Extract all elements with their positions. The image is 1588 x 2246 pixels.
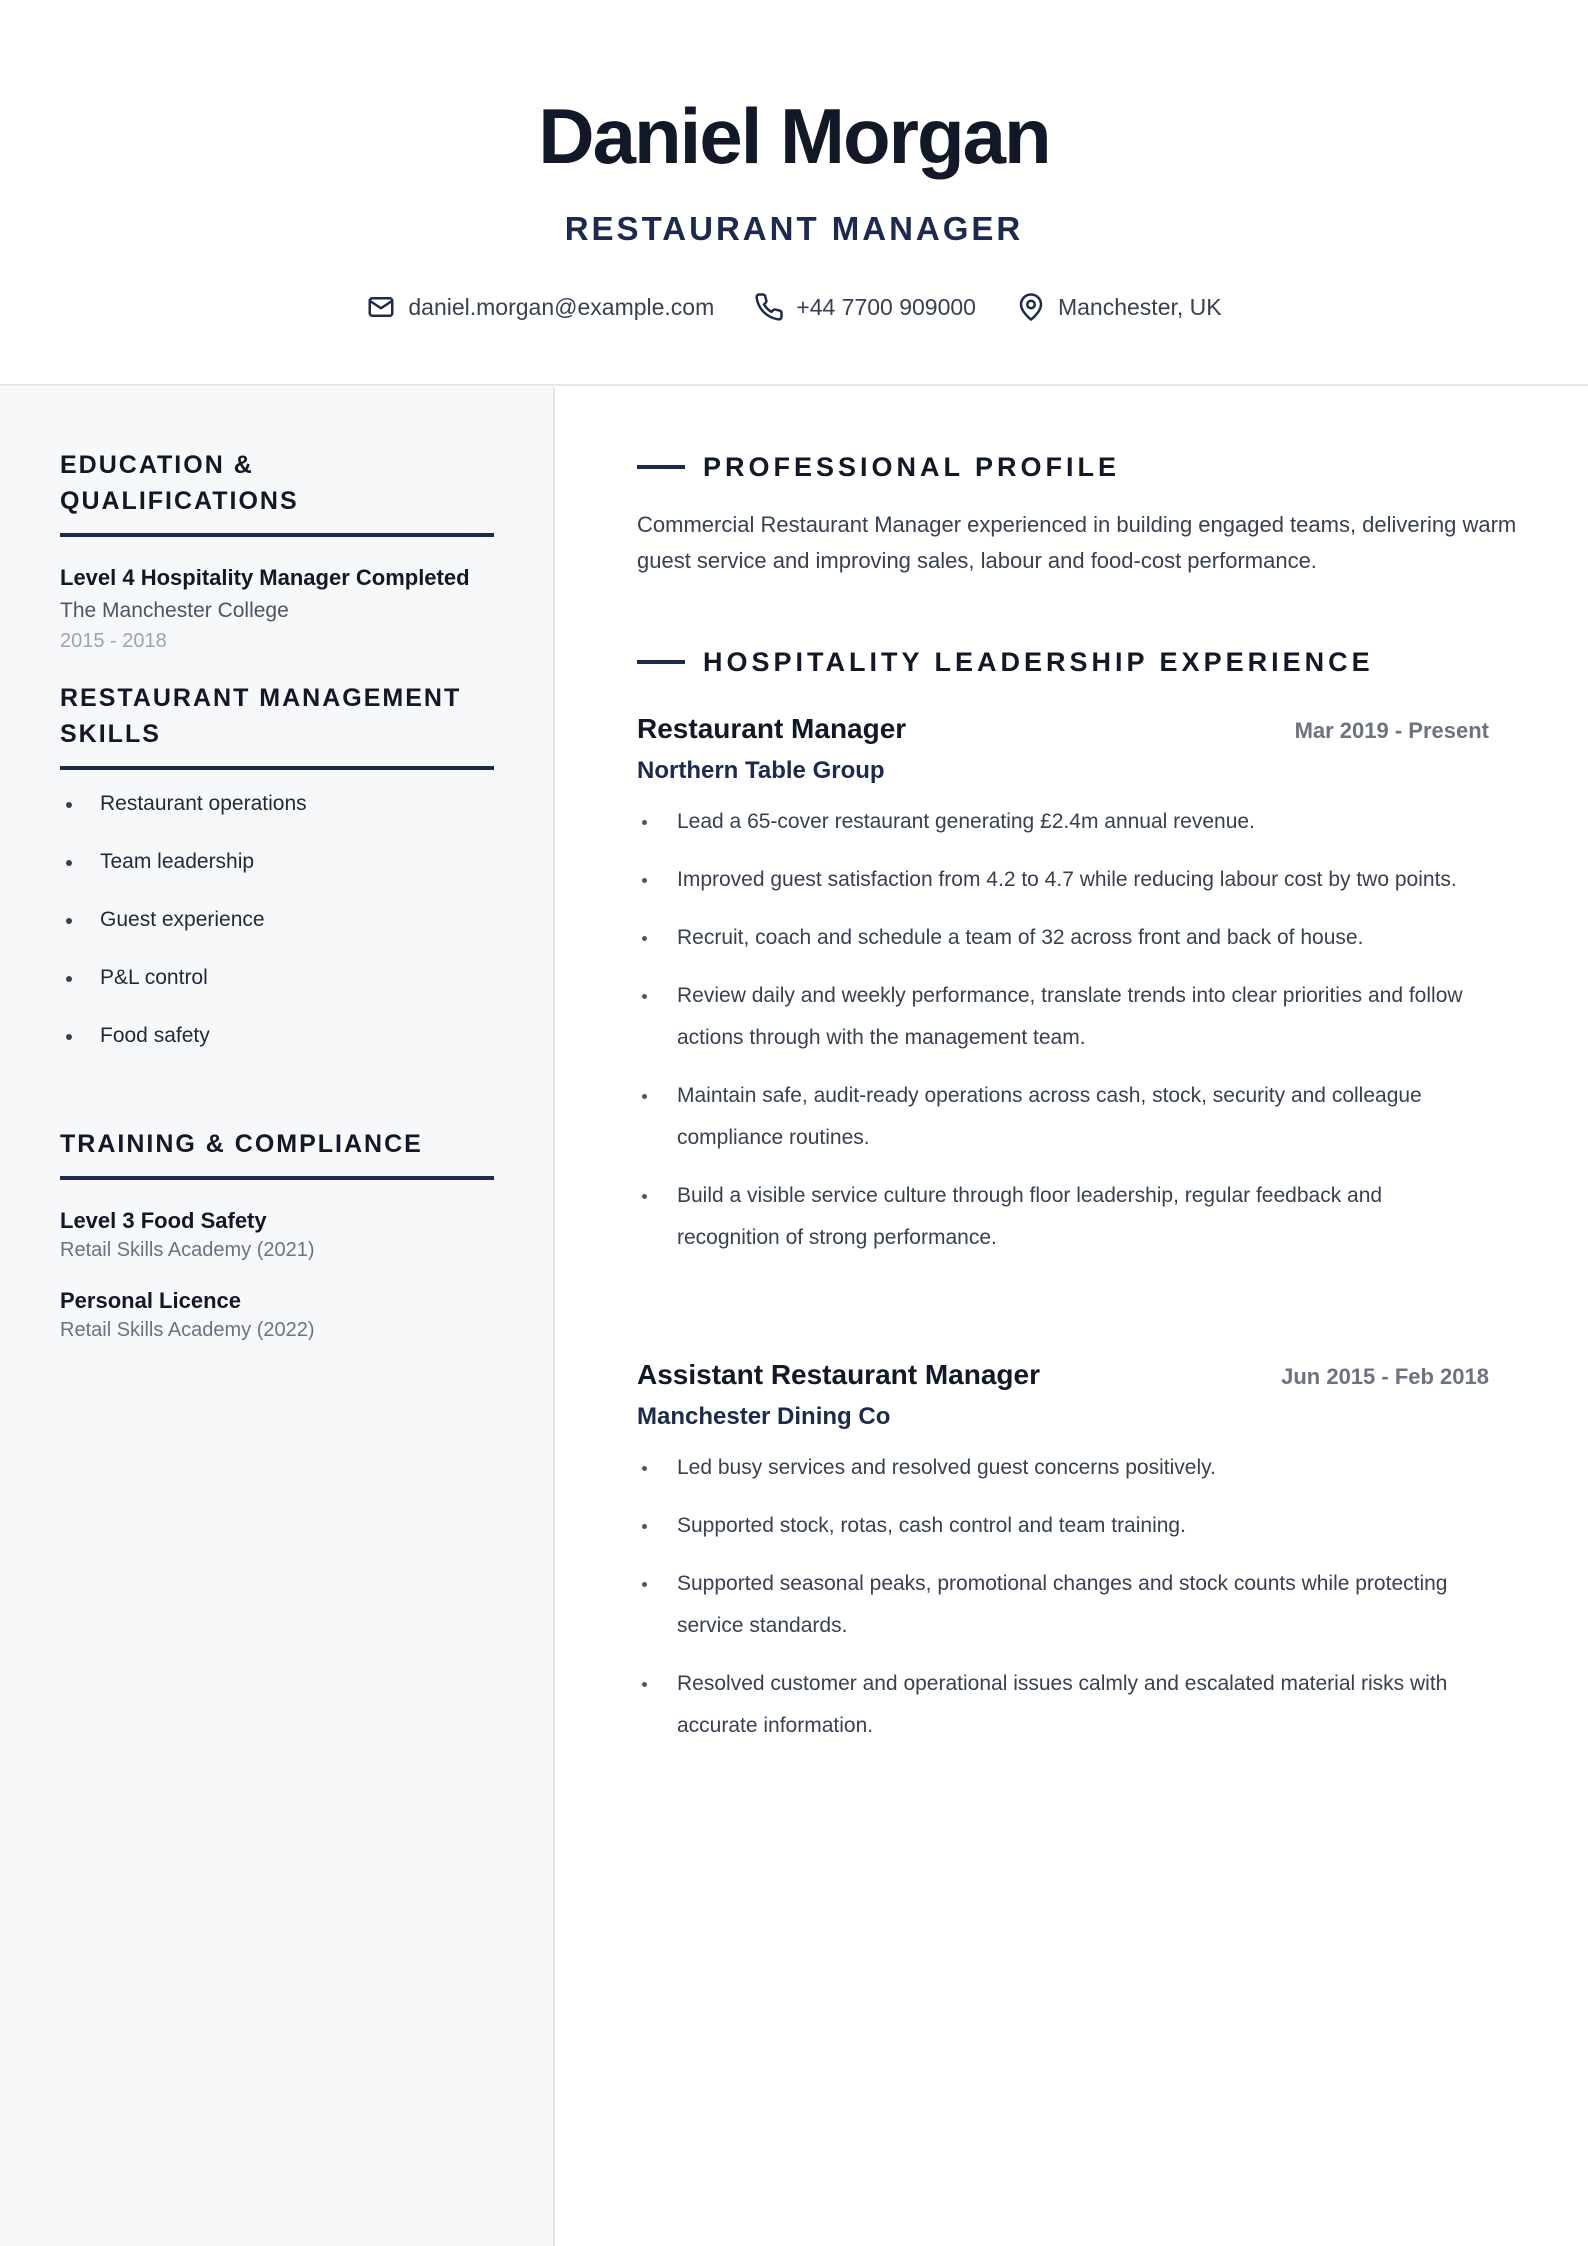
job-entry (637, 1357, 1489, 1763)
skills-title: RESTAURANT MANAGEMENT SKILLS (60, 680, 494, 770)
job-title: Assistant Restaurant Manager (637, 1359, 1041, 1390)
sidebar (0, 387, 555, 2246)
candidate-role: RESTAURANT MANAGER (564, 210, 1024, 247)
resume-header (0, 0, 1588, 386)
main-content (557, 387, 1588, 2246)
experience-heading (637, 644, 1374, 680)
education-degree: Level 4 Hospitality Manager Completed (60, 565, 470, 590)
contact-phone[interactable] (754, 292, 976, 322)
job-entry (637, 711, 1489, 1275)
candidate-name: Daniel Morgan (538, 92, 1050, 180)
list-item: Food safety (60, 1020, 494, 1052)
job-header (637, 1357, 1489, 1393)
list-item: Restaurant operations (60, 788, 494, 820)
heading-dash (637, 660, 685, 664)
certification-item (60, 1206, 494, 1264)
contact-location-text: Manchester, UK (1057, 294, 1222, 320)
phone-icon (754, 292, 784, 322)
training-title: TRAINING & COMPLIANCE (60, 1126, 494, 1180)
contact-bar (0, 292, 1588, 322)
job-dates: Jun 2015 - Feb 2018 (1281, 1364, 1489, 1389)
contact-email[interactable] (366, 292, 714, 322)
experience-title: HOSPITALITY LEADERSHIP EXPERIENCE (703, 647, 1374, 677)
job-company: Northern Table Group (637, 757, 885, 784)
profile-summary: Commercial Restaurant Manager experienced in building engaged teams, delivering warm guest service and improving sales, labour and food-cost performance. (637, 512, 1517, 573)
skills-section (60, 680, 494, 1078)
list-item: Improved guest satisfaction from 4.2 to 4.7 while reducing labour cost by two points. (637, 859, 1489, 901)
list-item: Lead a 65-cover restaurant generating £2.4m annual revenue. (637, 801, 1489, 843)
skills-list (60, 788, 494, 1052)
list-item: Led busy services and resolved guest concerns positively. (637, 1447, 1489, 1489)
certification-name: Level 3 Food Safety (60, 1208, 267, 1233)
contact-phone-text: +44 7700 909000 (796, 294, 976, 320)
list-item: Resolved customer and operational issues calmly and escalated material risks with accurate information. (637, 1663, 1489, 1747)
certification-name: Personal Licence (60, 1288, 241, 1313)
list-item: Build a visible service culture through floor leadership, regular feedback and recognition of strong performance. (637, 1175, 1489, 1259)
list-item: Supported seasonal peaks, promotional changes and stock counts while protecting service standards. (637, 1563, 1489, 1647)
job-bullets (637, 801, 1489, 1259)
job-header (637, 711, 1489, 747)
map-pin-icon (1016, 292, 1046, 322)
list-item: Recruit, coach and schedule a team of 32 across front and back of house. (637, 917, 1489, 959)
certification-org: Retail Skills Academy (2022) (60, 1319, 315, 1341)
contact-location (1016, 292, 1222, 322)
list-item: Guest experience (60, 904, 494, 936)
list-item: Review daily and weekly performance, translate trends into clear priorities and follow actions through with the management team. (637, 975, 1489, 1059)
job-company: Manchester Dining Co (637, 1403, 891, 1430)
profile-title: PROFESSIONAL PROFILE (703, 452, 1121, 482)
list-item: Maintain safe, audit-ready operations across cash, stock, security and colleague compliance routines. (637, 1075, 1489, 1159)
education-section (60, 447, 494, 655)
training-section (60, 1126, 494, 1344)
job-dates: Mar 2019 - Present (1294, 718, 1489, 743)
mail-icon (366, 292, 396, 322)
education-title: EDUCATION & QUALIFICATIONS (60, 447, 494, 537)
list-item: Team leadership (60, 846, 494, 878)
job-bullets (637, 1447, 1489, 1747)
education-school: The Manchester College (60, 599, 289, 622)
job-title: Restaurant Manager (637, 713, 907, 744)
education-years: 2015 - 2018 (60, 630, 167, 652)
contact-email-text: daniel.morgan@example.com (408, 294, 715, 320)
certification-org: Retail Skills Academy (2021) (60, 1239, 315, 1261)
heading-dash (637, 465, 685, 469)
profile-heading (637, 449, 1120, 485)
certification-item (60, 1286, 494, 1344)
list-item: P&L control (60, 962, 494, 994)
list-item: Supported stock, rotas, cash control and team training. (637, 1505, 1489, 1547)
